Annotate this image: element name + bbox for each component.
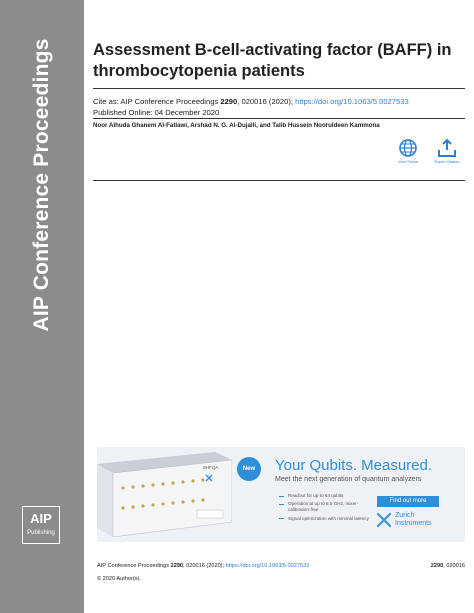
view-online-button[interactable] [390,138,426,164]
footer-page-volume: 2290 [430,563,444,569]
globe-icon [398,138,418,158]
brand-line-2: Instruments [395,520,432,527]
list-item: Operation at up to 8.5 GHz, mixer-calibration-free [279,501,379,513]
sidebar-journal-title: AIP Conference Proceedings [30,38,53,332]
copyright-notice: © 2020 Author(s). [97,576,141,582]
citation-block [93,96,465,118]
device-label: SHFQA [203,465,219,470]
citation-doi-link[interactable]: https://doi.org/10.1063/5.0027533 [295,97,409,106]
export-citation-button[interactable] [429,138,465,164]
article-title: Assessment B-cell-activating factor (BAFF) in thrombocytopenia patients [93,41,452,80]
footer-journal: AIP Conference Proceedings [97,563,171,569]
published-date: Published Online: 04 December 2020 [93,108,220,117]
divider-middle [93,118,465,119]
new-badge: New [237,457,261,481]
find-out-more-button[interactable]: Find out more [377,496,439,507]
logo-text-publishing: Publishing [27,530,55,536]
ad-subheadline: Meet the next generation of quantum analyzers [275,476,422,483]
divider-top [93,88,465,89]
footer-volume: 2290 [170,563,184,569]
advertisement-banner[interactable] [97,447,465,542]
footer-page-number: , 020016 [443,563,465,569]
footer-page-ref [431,563,465,569]
export-citation-label: Export Citation [434,160,460,164]
brand-line-1: Zurich [395,512,415,519]
citation-volume: 2290 [220,97,238,106]
logo-text-aip: AIP [30,511,52,526]
sidebar [0,0,84,613]
ad-headline: Your Qubits. Measured. [275,457,433,474]
view-online-label: View Online [397,160,419,164]
ad-feature-list [279,493,379,524]
list-item: Readout for up to 64 qubits [279,493,379,499]
citation-rest: , 020016 (2020); [237,97,296,106]
zurich-instruments-brand [395,512,432,528]
citation-line [93,96,465,107]
zurich-instruments-logo-icon [376,512,392,528]
list-item: Signal optimization with minimal latency [279,516,379,522]
aip-publishing-logo[interactable] [22,506,60,544]
device-logo-icon [205,474,213,482]
footer-doi-link[interactable]: https://doi.org/10.1063/5.0027533 [225,563,310,569]
citation-prefix: Cite as: AIP Conference Proceedings [93,97,221,106]
author-list: Noor Alhuda Ghanem Al-Fatlawi, Arshad N. G. Al-Dujaili, and Talib Hussein Nooruldeen Kammona [93,122,380,129]
footer-ref-rest: , 020016 (2020); [183,563,226,569]
divider-bottom [93,180,465,181]
export-icon [437,138,457,158]
footer-citation [97,563,465,569]
